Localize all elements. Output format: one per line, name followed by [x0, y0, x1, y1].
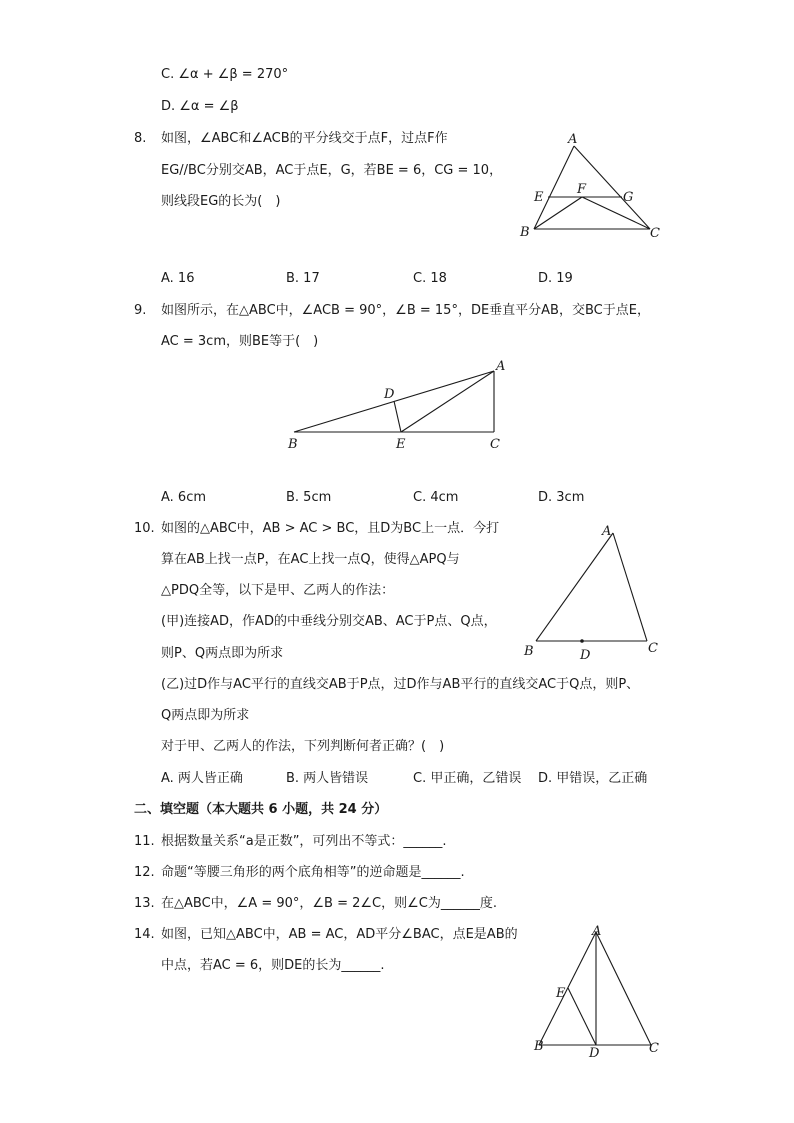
question-10-line-4: (甲)连接AD，作AD的中垂线分别交AB、AC于P点、Q点，: [161, 614, 497, 629]
question-8-option-c[interactable]: C. 18: [413, 271, 447, 286]
label-b: B: [524, 644, 534, 659]
question-14-figure: [525, 920, 670, 1065]
segment-ab: [536, 533, 613, 641]
segment-ac: [613, 533, 647, 641]
question-9-option-d[interactable]: D. 3cm: [538, 490, 585, 505]
label-e: E: [556, 986, 566, 1001]
label-a: A: [602, 524, 612, 539]
label-b: B: [288, 437, 298, 452]
label-b: B: [520, 225, 530, 240]
question-10-option-d[interactable]: D. 甲错误，乙正确: [538, 771, 648, 786]
question-9-number: 9.: [134, 303, 147, 318]
question-9-option-a[interactable]: A. 6cm: [161, 490, 207, 505]
question-9-option-c[interactable]: C. 4cm: [413, 490, 459, 505]
question-10-number: 10.: [134, 521, 155, 536]
segment-ab: [534, 146, 574, 229]
question-13-number: 13.: [134, 896, 155, 911]
question-8-option-a[interactable]: A. 16: [161, 271, 195, 286]
question-10-line-3: △PDQ全等，以下是甲、乙两人的作法：: [161, 583, 395, 598]
question-10-line-7: Q两点即为所求: [161, 708, 250, 723]
question-8-line-3: 则线段EG的长为( ): [161, 194, 281, 209]
label-c: C: [650, 226, 660, 241]
segment-cf: [582, 197, 650, 229]
question-10-line-1: 如图的△ABC中，AB > AC > BC，且D为BC上一点．今打: [161, 521, 500, 536]
segment-ae: [401, 371, 494, 432]
label-d: D: [580, 648, 591, 663]
question-10-option-c[interactable]: C. 甲正确，乙错误: [413, 771, 522, 786]
question-8-line-1: 如图，∠ABC和∠ACB的平分线交于点F，过点F作: [161, 131, 448, 146]
section-2-heading: 二、填空题（本大题共 6 小题，共 24 分）: [134, 802, 388, 817]
segment-de: [568, 988, 596, 1045]
label-e: E: [396, 437, 406, 452]
label-b: B: [534, 1039, 544, 1054]
label-e: E: [534, 190, 544, 205]
question-10-option-a[interactable]: A. 两人皆正确: [161, 771, 243, 786]
question-14-line-1: 如图，已知△ABC中，AB = AC，AD平分∠BAC，点E是AB的: [161, 927, 518, 942]
question-9-line-2: AC = 3cm，则BE等于( ): [161, 334, 319, 349]
point-d: [580, 639, 584, 643]
label-a: A: [496, 359, 506, 374]
question-8-number: 8.: [134, 131, 147, 146]
label-d: D: [589, 1046, 600, 1061]
question-8-line-2: EG//BC分别交AB，AC于点E，G，若BE = 6，CG = 10，: [161, 163, 503, 178]
question-12-text: 命题“等腰三角形的两个底角相等”的逆命题是______.: [161, 865, 465, 880]
label-g: G: [623, 190, 634, 205]
prev-option-c: C. ∠α + ∠β = 270°: [161, 67, 289, 82]
label-a: A: [592, 924, 602, 939]
question-10-line-6: (乙)过D作与AC平行的直线交AB于P点，过D作与AB平行的直线交AC于Q点，则P、: [161, 677, 640, 692]
question-8-option-b[interactable]: B. 17: [286, 271, 320, 286]
question-13-text: 在△ABC中，∠A = 90°，∠B = 2∠C，则∠C为______度.: [161, 896, 498, 911]
question-10-option-b[interactable]: B. 两人皆错误: [286, 771, 369, 786]
question-11-text: 根据数量关系“a是正数”，可列出不等式：______.: [161, 834, 447, 849]
question-10-line-5: 则P、Q两点即为所求: [161, 646, 284, 661]
label-c: C: [649, 1041, 659, 1056]
question-10-figure: [518, 518, 668, 663]
segment-ac: [596, 932, 651, 1045]
question-10-line-8: 对于甲、乙两人的作法，下列判断何者正确？( ): [161, 739, 445, 754]
question-9-figure: [280, 355, 520, 455]
question-9-option-b[interactable]: B. 5cm: [286, 490, 332, 505]
label-f: F: [577, 182, 587, 197]
label-c: C: [490, 437, 500, 452]
question-11-number: 11.: [134, 834, 155, 849]
question-8-option-d[interactable]: D. 19: [538, 271, 573, 286]
question-8-figure: [510, 128, 670, 243]
question-14-line-2: 中点，若AC = 6，则DE的长为______.: [161, 958, 385, 973]
label-d: D: [384, 387, 395, 402]
label-c: C: [648, 641, 658, 656]
label-a: A: [568, 132, 578, 147]
prev-option-d: D. ∠α = ∠β: [161, 99, 239, 114]
question-12-number: 12.: [134, 865, 155, 880]
question-14-number: 14.: [134, 927, 155, 942]
segment-de: [394, 401, 401, 432]
question-9-line-1: 如图所示，在△ABC中，∠ACB = 90°，∠B = 15°，DE垂直平分AB，交BC于点E，: [161, 303, 650, 318]
question-10-line-2: 算在AB上找一点P，在AC上找一点Q，使得△APQ与: [161, 552, 460, 567]
